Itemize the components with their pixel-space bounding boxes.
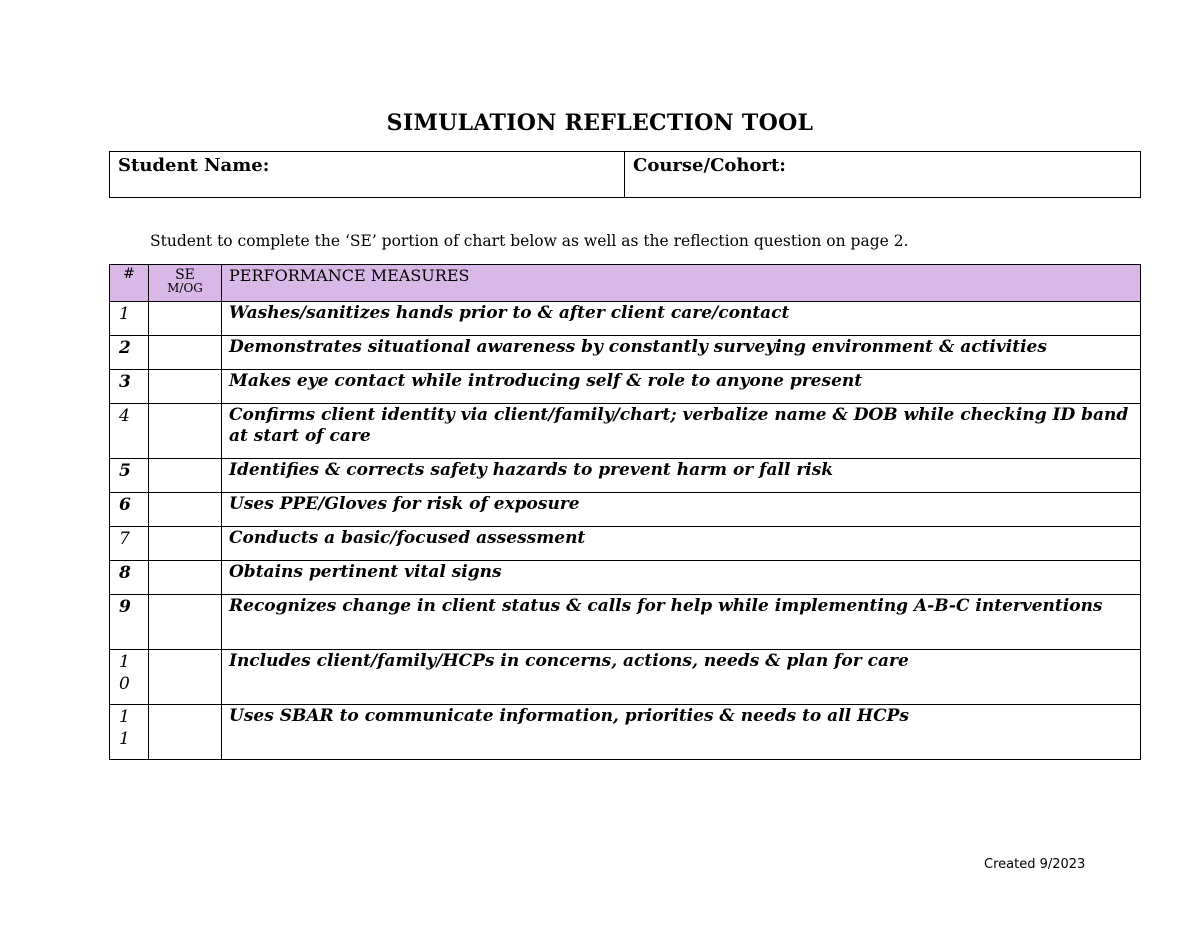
se-cell[interactable]: [149, 650, 222, 705]
se-cell[interactable]: [149, 561, 222, 595]
header-se-sublabel: M/OG: [167, 281, 203, 295]
row-number: 1 1: [110, 705, 149, 760]
table-row: [110, 302, 1141, 336]
measure-cell: Demonstrates situational awareness by constantly surveying environment & activities: [222, 336, 1141, 370]
table-row: [110, 370, 1141, 404]
table-row: [110, 705, 1141, 760]
created-date-note: Created 9/2023: [984, 857, 1086, 872]
row-number: 6: [110, 493, 149, 527]
measure-cell: Identifies & corrects safety hazards to prevent harm or fall risk: [222, 459, 1141, 493]
measure-cell: Uses SBAR to communicate information, priorities & needs to all HCPs: [222, 705, 1141, 760]
row-number: 2: [110, 336, 149, 370]
se-cell[interactable]: [149, 595, 222, 650]
se-cell[interactable]: [149, 404, 222, 459]
measure-cell: Conducts a basic/focused assessment: [222, 527, 1141, 561]
table-header-row: [110, 265, 1141, 302]
se-cell[interactable]: [149, 336, 222, 370]
table-row: [110, 561, 1141, 595]
table-row: [110, 595, 1141, 650]
student-name-label: Student Name:: [118, 155, 270, 176]
header-se: [149, 265, 222, 302]
se-cell[interactable]: [149, 527, 222, 561]
row-number: 9: [110, 595, 149, 650]
row-number: 3: [110, 370, 149, 404]
table-row: [110, 527, 1141, 561]
row-number: 8: [110, 561, 149, 595]
row-number: 1 0: [110, 650, 149, 705]
se-cell[interactable]: [149, 302, 222, 336]
row-number: 4: [110, 404, 149, 459]
table-row: [110, 650, 1141, 705]
header-performance-measures: PERFORMANCE MEASURES: [222, 265, 1141, 302]
row-number: 1: [110, 302, 149, 336]
measure-cell: Includes client/family/HCPs in concerns, actions, needs & plan for care: [222, 650, 1141, 705]
measure-cell: Confirms client identity via client/family/chart; verbalize name & DOB while checking ID band at start of care: [222, 404, 1141, 459]
table-row: [110, 459, 1141, 493]
header-se-label: SE: [175, 267, 195, 283]
se-cell[interactable]: [149, 370, 222, 404]
row-number: 5: [110, 459, 149, 493]
course-cohort-label: Course/Cohort:: [633, 155, 786, 176]
instruction-text: Student to complete the ‘SE’ portion of chart below as well as the reflection question on page 2.: [150, 232, 909, 250]
measure-cell: Recognizes change in client status & calls for help while implementing A-B-C interventions: [222, 595, 1141, 650]
measure-cell: Uses PPE/Gloves for risk of exposure: [222, 493, 1141, 527]
page-title: SIMULATION REFLECTION TOOL: [386, 110, 814, 136]
course-cohort-cell[interactable]: [625, 152, 1141, 198]
se-cell[interactable]: [149, 493, 222, 527]
measure-cell: Makes eye contact while introducing self & role to anyone present: [222, 370, 1141, 404]
se-cell[interactable]: [149, 459, 222, 493]
table-row: [110, 493, 1141, 527]
measure-cell: Obtains pertinent vital signs: [222, 561, 1141, 595]
performance-measures-table: [109, 264, 1141, 760]
table-row: [110, 404, 1141, 459]
se-cell[interactable]: [149, 705, 222, 760]
row-number: 7: [110, 527, 149, 561]
student-info-table: [109, 151, 1141, 198]
header-number: #: [110, 265, 149, 302]
student-name-cell[interactable]: [110, 152, 625, 198]
table-row: [110, 336, 1141, 370]
measure-cell: Washes/sanitizes hands prior to & after client care/contact: [222, 302, 1141, 336]
